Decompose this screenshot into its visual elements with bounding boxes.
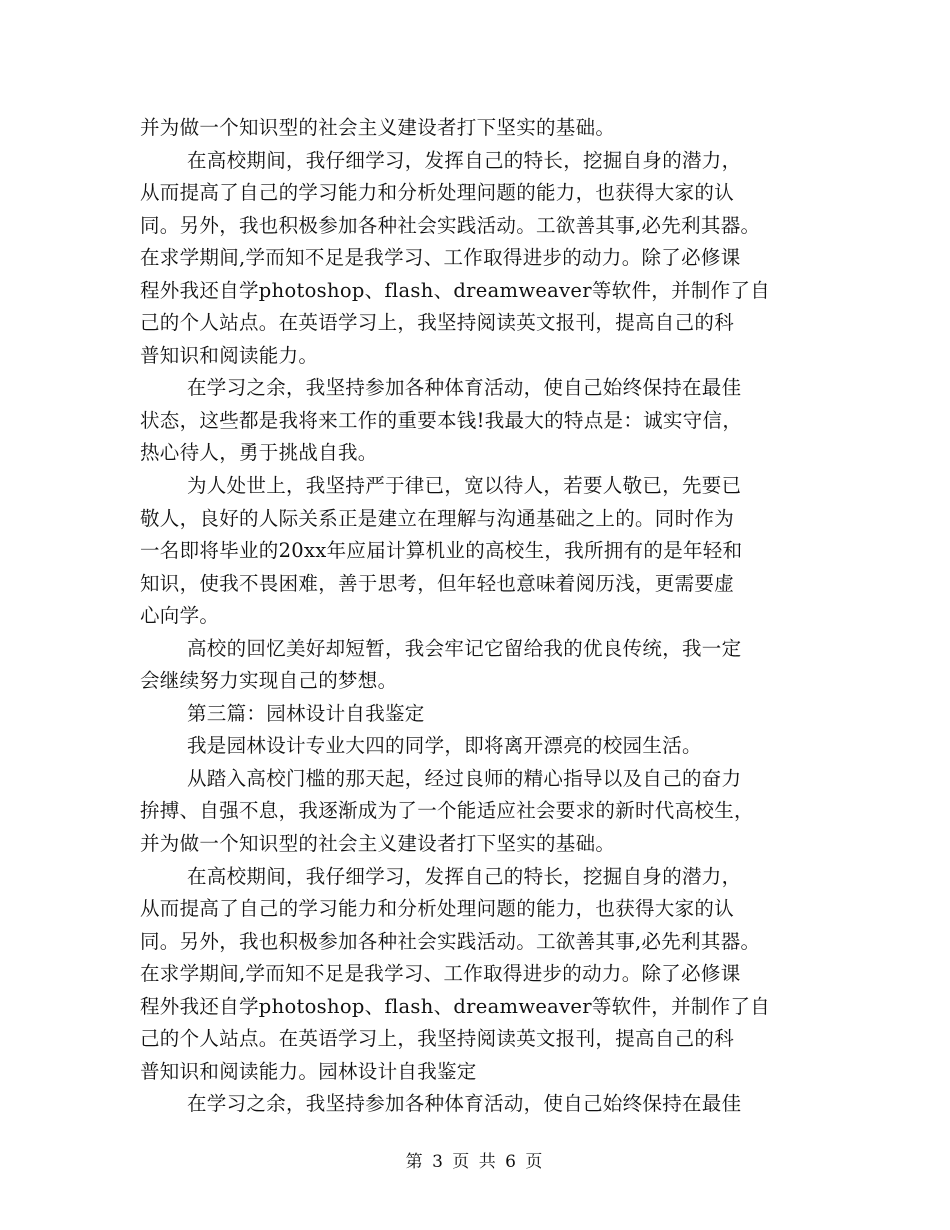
page-footer: 第 3 页 共 6 页 bbox=[405, 1152, 545, 1172]
text-line: 同。另外，我也积极参加各种社会实践活动。工欲善其事,必先利其器。 bbox=[140, 213, 761, 237]
text-line: 在学习之余，我坚持参加各种体育活动，使自己始终保持在最佳 bbox=[187, 1092, 742, 1116]
text-line: 从而提高了自己的学习能力和分析处理问题的能力，也获得大家的认 bbox=[140, 897, 735, 921]
text-line: 为人处世上，我坚持严于律已，宽以待人，若要人敬已，先要已 bbox=[187, 474, 742, 498]
text-line: 从踏入高校门槛的那天起，经过良师的精心指导以及自己的奋力 bbox=[187, 766, 742, 790]
text-line: 在求学期间,学而知不足是我学习、工作取得进步的动力。除了必修课 bbox=[140, 246, 741, 270]
text-line: 一名即将毕业的20xx年应届计算机业的高校生，我所拥有的是年轻和 bbox=[140, 539, 743, 563]
text-line: 心向学。 bbox=[140, 604, 220, 628]
text-line: 在高校期间，我仔细学习，发挥自己的特长，挖掘自身的潜力， bbox=[187, 864, 742, 888]
text-line: 我是园林设计专业大四的同学，即将离开漂亮的校园生活。 bbox=[187, 734, 702, 758]
text-line: 敬人，良好的人际关系正是建立在理解与沟通基础之上的。同时作为 bbox=[140, 506, 735, 530]
text-line: 第三篇：园林设计自我鉴定 bbox=[187, 701, 425, 725]
text-line: 在求学期间,学而知不足是我学习、工作取得进步的动力。除了必修课 bbox=[140, 962, 741, 986]
text-line: 热心待人，勇于挑战自我。 bbox=[140, 441, 378, 465]
text-line: 从而提高了自己的学习能力和分析处理问题的能力，也获得大家的认 bbox=[140, 181, 735, 205]
text-line: 并为做一个知识型的社会主义建设者打下坚实的基础。 bbox=[140, 116, 616, 139]
document-body bbox=[140, 112, 820, 1121]
text-line: 程外我还自学photoshop、flash、dreamweaver等软件，并制作了自 bbox=[140, 994, 771, 1018]
text-line: 普知识和阅读能力。园林设计自我鉴定 bbox=[140, 1059, 477, 1083]
text-line: 拚搏、自强不息，我逐渐成为了一个能适应社会要求的新时代高校生， bbox=[140, 799, 754, 823]
text-line: 程外我还自学photoshop、flash、dreamweaver等软件，并制作了自 bbox=[140, 278, 771, 302]
text-line: 己的个人站点。在英语学习上，我坚持阅读英文报刊，提高自己的科 bbox=[140, 311, 735, 335]
text-line: 在学习之余，我坚持参加各种体育活动，使自己始终保持在最佳 bbox=[187, 376, 742, 400]
text-line: 普知识和阅读能力。 bbox=[140, 343, 319, 367]
text-line: 在高校期间，我仔细学习，发挥自己的特长，挖掘自身的潜力， bbox=[187, 148, 742, 172]
text-line: 会继续努力实现自己的梦想。 bbox=[140, 669, 398, 693]
text-line: 状态，这些都是我将来工作的重要本钱!我最大的特点是：诚实守信， bbox=[140, 408, 743, 432]
text-line: 并为做一个知识型的社会主义建设者打下坚实的基础。 bbox=[140, 832, 616, 856]
text-line: 己的个人站点。在英语学习上，我坚持阅读英文报刊，提高自己的科 bbox=[140, 1027, 735, 1051]
text-line: 同。另外，我也积极参加各种社会实践活动。工欲善其事,必先利其器。 bbox=[140, 929, 761, 953]
text-line: 高校的回忆美好却短暂，我会牢记它留给我的优良传统，我一定 bbox=[187, 636, 742, 660]
text-line: 知识，使我不畏困难，善于思考，但年轻也意味着阅历浅，更需要虚 bbox=[140, 571, 735, 595]
